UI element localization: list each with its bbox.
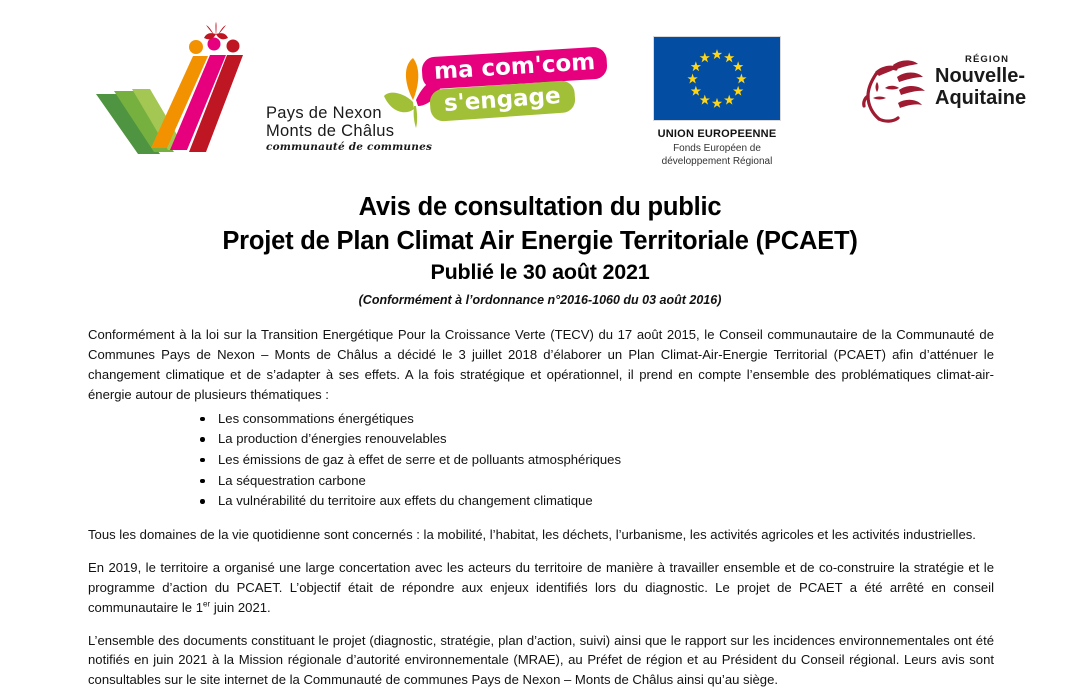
- paragraph-concertation: [88, 558, 994, 618]
- page-subtitle-project: Projet de Plan Climat Air Energie Territoriale (PCAET): [222, 226, 858, 255]
- logo-ma-com-com: [383, 49, 596, 132]
- lion-head-icon: [855, 52, 933, 128]
- ordinal-suffix: er: [203, 599, 211, 609]
- paragraph-intro: Conformément à la loi sur la Transition Energétique Pour la Croissance Verte (TECV) du 17 août 2015, le Conseil communautaire de la Communauté de Communes Pays de Nexon – Monts de Châlus a décidé le 3 juillet 2018 d’élaborer un Plan Climat-Air-Energie Territorial (PCAET) afin d’atténuer le changement climatique et de s’adapter à ses effets. A la fois stratégique et opérationnel, il prend en compte l’ensemble des problématiques climat-air-énergie autour de plusieurs thématiques :: [88, 326, 994, 402]
- nexon-line-3: communauté de communes: [266, 140, 433, 153]
- page-title: Avis de consultation du public: [358, 193, 722, 221]
- list-item: La séquestration carbone: [218, 471, 994, 492]
- list-item: Les émissions de gaz à effet de serre et de polluants atmosphériques: [218, 450, 994, 471]
- logo-region-nouvelle-aquitaine: [855, 50, 1040, 135]
- region-name-line-1: Nouvelle-: [935, 65, 1026, 87]
- publication-date: Publié le 30 août 2021: [430, 260, 650, 285]
- logo-pays-de-nexon: [88, 22, 433, 162]
- document-title-block: [0, 191, 1080, 307]
- eu-caption-secondary-line-1: Fonds Européen de: [673, 143, 761, 154]
- eu-caption-primary: UNION EUROPEENNE: [657, 128, 777, 140]
- document-body: [88, 325, 994, 690]
- legal-reference: (Conformément à l’ordonnance n°2016-1060 du 03 août 2016): [358, 292, 722, 307]
- eu-stars-icon: [654, 37, 780, 120]
- eu-caption-secondary-line-2: développement Régional: [661, 155, 773, 167]
- nexon-line-1: Pays de Nexon: [266, 104, 382, 122]
- region-name-line-2: Aquitaine: [935, 87, 1027, 110]
- paragraph-concertation-part2: juin 2021.: [210, 599, 271, 615]
- ma-com-com-badge: ma com'com: [421, 46, 608, 89]
- region-wordmark: [935, 54, 1026, 109]
- paragraph-documents: L’ensemble des documents constituant le projet (diagnostic, stratégie, plan d’action, suivi) ainsi que le rapport sur les incidences environnementales ont été notifiés en juin 2021 à la Mission régionale d’autorité environnementale (MRAE), au Préfet de région et au Président du Conseil régional. Leurs avis sont consultables sur le site internet de la Communauté de communes Pays de Nexon – Monts de Châlus ainsi qu’au siège.: [88, 632, 994, 688]
- eu-caption-secondary: [653, 143, 781, 168]
- pays-de-nexon-mark-icon: [88, 22, 273, 162]
- list-item: La production d’énergies renouvelables: [218, 429, 994, 450]
- list-item: Les consommations énergétiques: [218, 409, 994, 430]
- s-engage-badge: s'engage: [429, 80, 576, 122]
- thematiques-list: [88, 409, 994, 512]
- paragraph-concertation-part1: En 2019, le territoire a organisé une large concertation avec les acteurs du territoire de manière à travailler ensemble et de co-construire la stratégie et le programme d’action du PCAET. L’objectif était de répondre aux enjeux identifiés lors du diagnostic. Le projet de PCAET a été arrêté en conseil communautaire le 1: [88, 559, 994, 615]
- logo-union-europeenne: [653, 36, 788, 166]
- paragraph-domaines: Tous les domaines de la vie quotidienne sont concernés : la mobilité, l’habitat, les déchets, l’urbanisme, les activités agricoles et les activités industrielles.: [88, 526, 976, 542]
- list-item: La vulnérabilité du territoire aux effets du changement climatique: [218, 491, 994, 512]
- eu-flag-icon: [653, 36, 781, 121]
- logo-header-bar: [0, 0, 1080, 185]
- nexon-line-2: Monts de Châlus: [266, 122, 395, 141]
- region-kicker: RÉGION: [965, 54, 1010, 65]
